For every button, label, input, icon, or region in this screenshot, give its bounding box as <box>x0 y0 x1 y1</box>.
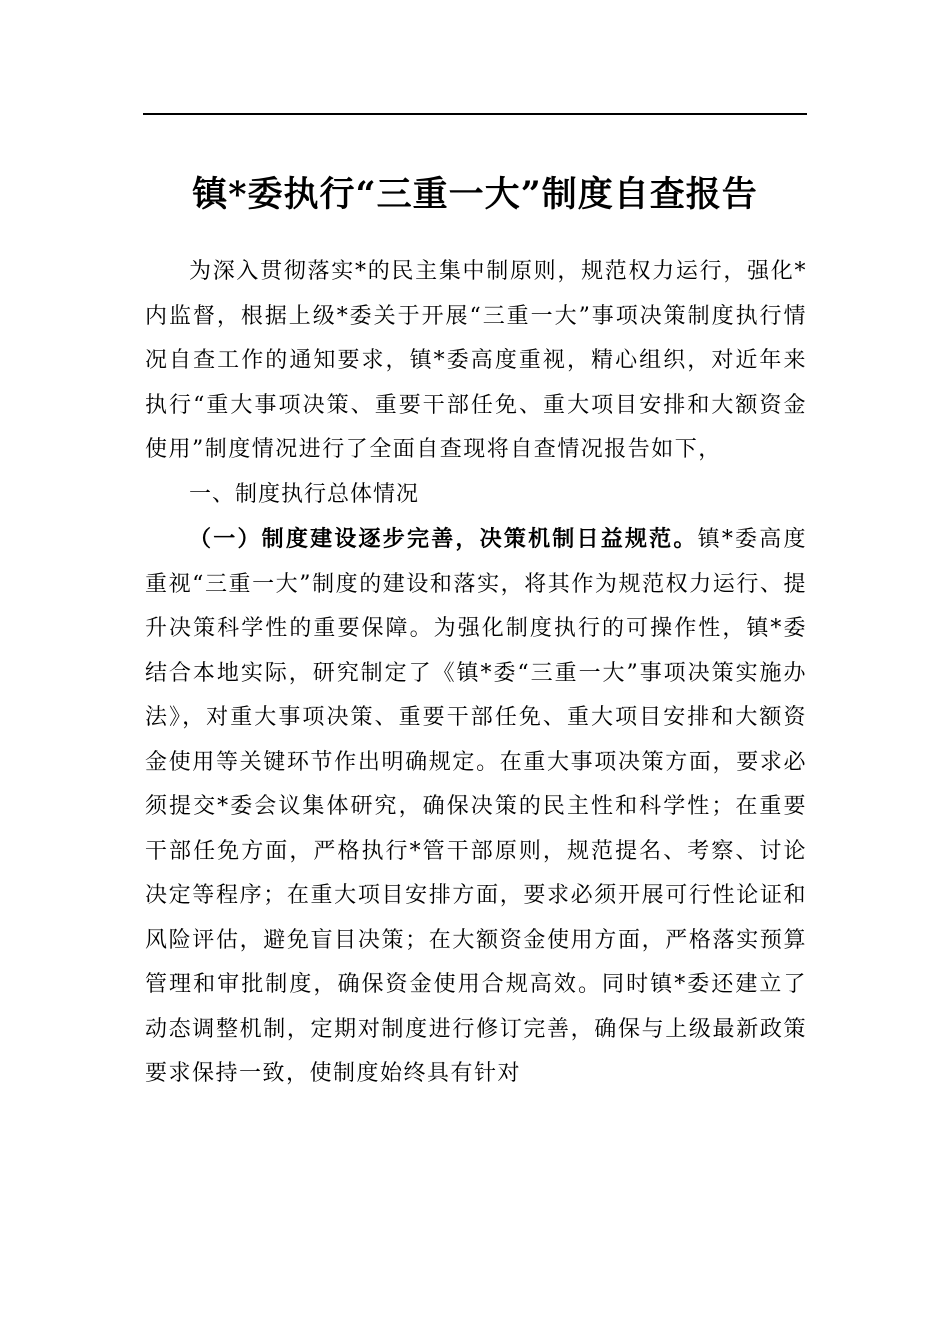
header-rule <box>143 113 807 115</box>
intro-paragraph: 为深入贯彻落实*的民主集中制原则，规范权力运行，强化*内监督，根据上级*委关于开展“三重一大”事项决策制度执行情况自查工作的通知要求，镇*委高度重视，精心组织，对近年来执行“重大事项决策、重要干部任免、重大项目安排和大额资金使用”制度情况进行了全面自查现将自查情况报告如下， <box>145 259 807 462</box>
subsection-heading-1: （一）制度建设逐步完善，决策机制日益规范。 <box>189 526 698 552</box>
subsection-body-1: 镇*委高度重视“三重一大”制度的建设和落实，将其作为规范权力运行、提升决策科学性的重要保障。为强化制度执行的可操作性，镇*委结合本地实际，研究制定了《镇*委“三重一大”事项决策实施办法》，对重大事项决策、重要干部任免、重大项目安排和大额资金使用等关键环节作出明确规定。在重大事项决策方面，要求必须提交*委会议集体研究，确保决策的民主性和科学性；在重要干部任免方面，严格执行*管干部原则，规范提名、考察、讨论决定等程序；在重大项目安排方面，要求必须开展可行性论证和风险评估，避免盲目决策；在大额资金使用方面，严格落实预算管理和审批制度，确保资金使用合规高效。同时镇*委还建立了动态调整机制，定期对制度进行修订完善，确保与上级最新政策要求保持一致，使制度始终具有针对 <box>145 527 807 1086</box>
section-heading-1: 一、制度执行总体情况 <box>189 481 420 507</box>
document-title: 镇*委执行“三重一大”制度自查报告 <box>192 174 758 215</box>
document-body <box>145 250 807 1097</box>
subsection-paragraph-1 <box>145 517 807 1097</box>
